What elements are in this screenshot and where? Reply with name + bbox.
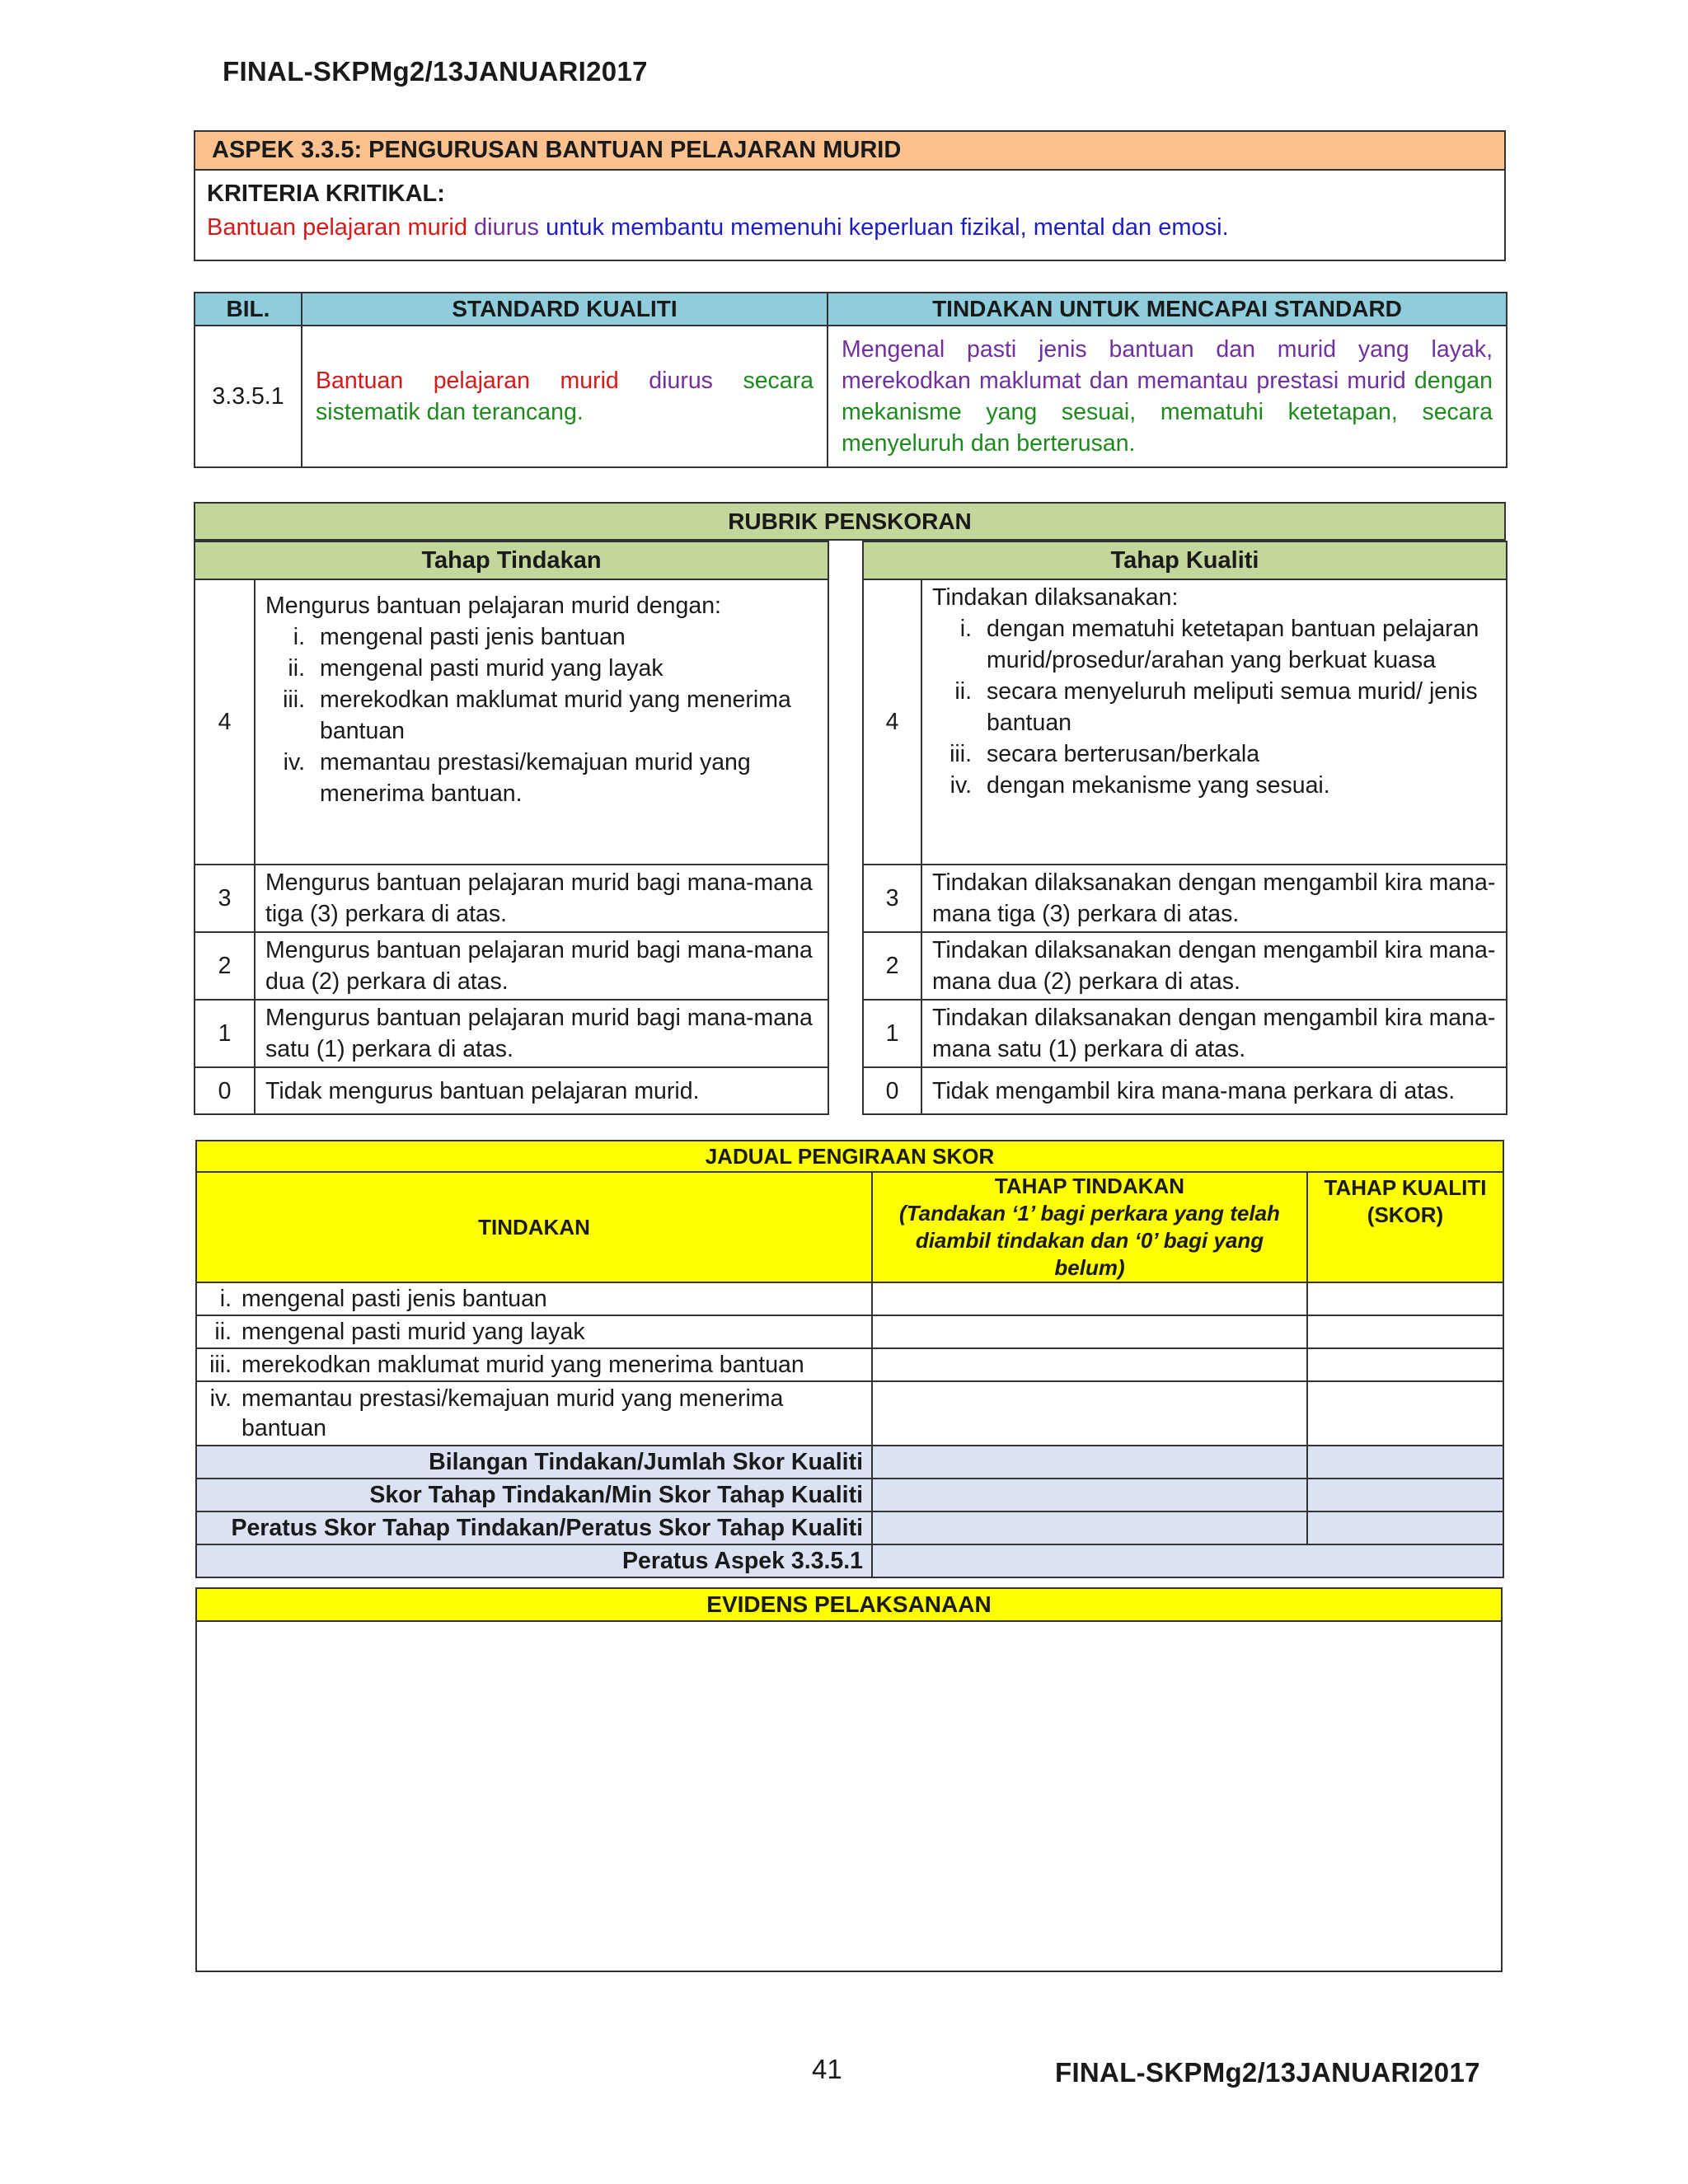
tindakan-standard-cell bbox=[828, 326, 1507, 467]
list-item bbox=[932, 770, 1496, 801]
summary-jumlah-skor-kualiti-value[interactable] bbox=[1307, 1446, 1503, 1479]
col-tahap-kualiti: TAHAP KUALITI (SKOR) bbox=[1307, 1172, 1503, 1282]
list-item bbox=[932, 738, 1496, 770]
kualiti-score-2-description: Tindakan dilaksanakan dengan mengambil kira mana-mana dua (2) perkara di atas. bbox=[921, 932, 1507, 1000]
item-numeral: iii. bbox=[209, 1352, 232, 1378]
tindakan-4-list bbox=[265, 621, 818, 809]
rubrik-tahap-kualiti-table bbox=[862, 541, 1507, 1115]
col-tahap-tindakan bbox=[872, 1172, 1307, 1282]
evidens-title: EVIDENS PELAKSANAAN bbox=[196, 1588, 1502, 1621]
jadual-item-4 bbox=[196, 1381, 872, 1446]
col-standard-kualiti: STANDARD KUALITI bbox=[302, 293, 828, 326]
list-numeral: iv. bbox=[283, 749, 305, 776]
list-item bbox=[932, 676, 1496, 738]
col-tahap-tindakan-note: (Tandakan ‘1’ bagi perkara yang telah diambil tindakan dan ‘0’ bagi yang belum) bbox=[899, 1201, 1280, 1280]
kualiti-4-intro: Tindakan dilaksanakan: bbox=[932, 584, 1179, 611]
standard-kualiti-cell bbox=[302, 326, 828, 467]
page-number: 41 bbox=[812, 2054, 842, 2084]
tahap-kualiti-input-3[interactable] bbox=[1307, 1348, 1503, 1381]
tahap-tindakan-input-3[interactable] bbox=[872, 1348, 1307, 1381]
list-text: dengan mematuhi ketetapan bantuan pelajaran murid/prosedur/arahan yang berkuat kuasa bbox=[987, 616, 1479, 673]
kriteria-part-subject: Bantuan pelajaran murid bbox=[207, 214, 467, 241]
summary-skor-tahap-tindakan-value[interactable] bbox=[872, 1479, 1307, 1511]
jadual-pengiraan-skor bbox=[195, 1140, 1504, 1578]
list-item bbox=[932, 613, 1496, 676]
score-0-right: 0 bbox=[863, 1067, 921, 1114]
jadual-item-3 bbox=[196, 1348, 872, 1381]
list-numeral: iii. bbox=[950, 741, 972, 767]
item-numeral: i. bbox=[219, 1286, 232, 1312]
col-tindakan-standard: TINDAKAN UNTUK MENCAPAI STANDARD bbox=[828, 293, 1507, 326]
tindakan-score-3-description: Mengurus bantuan pelajaran murid bagi mana-mana tiga (3) perkara di atas. bbox=[255, 865, 828, 932]
summary-peratus-aspek: Peratus Aspek 3.3.5.1 bbox=[196, 1544, 872, 1577]
item-text: mengenal pasti murid yang layak bbox=[241, 1319, 585, 1345]
list-text: secara berterusan/berkala bbox=[987, 741, 1260, 767]
item-text: memantau prestasi/kemajuan murid yang menerima bantuan bbox=[241, 1385, 784, 1441]
footer-doc-id: FINAL-SKPMg2/13JANUARI2017 bbox=[1055, 2057, 1480, 2088]
list-numeral: ii. bbox=[288, 655, 305, 682]
col-tindakan: TINDAKAN bbox=[196, 1172, 872, 1282]
list-numeral: i. bbox=[293, 624, 305, 650]
rubrik-left-header: Tahap Tindakan bbox=[195, 541, 828, 579]
score-2-left: 2 bbox=[195, 932, 255, 1000]
bil-cell: 3.3.5.1 bbox=[195, 326, 302, 467]
rubrik-tahap-tindakan-table bbox=[194, 541, 829, 1115]
jadual-title: JADUAL PENGIRAAN SKOR bbox=[196, 1141, 1503, 1172]
list-item bbox=[265, 684, 818, 747]
kriteria-text bbox=[207, 214, 1493, 241]
tindakan-score-1-description: Mengurus bantuan pelajaran murid bagi mana-mana satu (1) perkara di atas. bbox=[255, 1000, 828, 1067]
aspek-title: ASPEK 3.3.5: PENGURUSAN BANTUAN PELAJARAN MURID bbox=[195, 131, 1505, 170]
jadual-item-2 bbox=[196, 1315, 872, 1348]
kualiti-score-3-description: Tindakan dilaksanakan dengan mengambil kira mana-mana tiga (3) perkara di atas. bbox=[921, 865, 1507, 932]
tahap-kualiti-input-4[interactable] bbox=[1307, 1381, 1503, 1446]
standard-part-manner: secara sistematik dan terancang. bbox=[316, 368, 814, 425]
summary-peratus-aspek-value[interactable] bbox=[872, 1544, 1503, 1577]
tindakan-score-4-description bbox=[255, 579, 828, 865]
standard-table bbox=[194, 292, 1507, 468]
list-text: memantau prestasi/kemajuan murid yang menerima bantuan. bbox=[320, 749, 751, 807]
evidens-box bbox=[195, 1587, 1503, 1972]
kriteria-part-verb: diurus bbox=[474, 214, 540, 241]
tahap-tindakan-input-2[interactable] bbox=[872, 1315, 1307, 1348]
evidens-input-area[interactable] bbox=[196, 1621, 1502, 1971]
summary-bilangan-tindakan: Bilangan Tindakan/Jumlah Skor Kualiti bbox=[196, 1446, 872, 1479]
summary-bilangan-tindakan-value[interactable] bbox=[872, 1446, 1307, 1479]
rubrik-title: RUBRIK PENSKORAN bbox=[194, 502, 1506, 541]
summary-skor-tahap: Skor Tahap Tindakan/Min Skor Tahap Kualiti bbox=[196, 1479, 872, 1511]
list-text: merekodkan maklumat murid yang menerima bantuan bbox=[320, 687, 791, 744]
list-item bbox=[265, 653, 818, 684]
item-text: mengenal pasti jenis bantuan bbox=[241, 1286, 547, 1312]
list-text: dengan mekanisme yang sesuai. bbox=[987, 772, 1330, 799]
summary-peratus-skor: Peratus Skor Tahap Tindakan/Peratus Skor Tahap Kualiti bbox=[196, 1511, 872, 1544]
tindakan-4-intro: Mengurus bantuan pelajaran murid dengan: bbox=[265, 593, 721, 619]
list-item bbox=[265, 621, 818, 653]
list-numeral: iv. bbox=[950, 772, 972, 799]
list-text: secara menyeluruh meliputi semua murid/ jenis bantuan bbox=[987, 678, 1478, 736]
tindakan-part-manner: dengan mekanisme yang sesuai, mematuhi ketetapan, secara menyeluruh dan berterusan. bbox=[842, 368, 1493, 457]
kualiti-score-1-description: Tindakan dilaksanakan dengan mengambil kira mana-mana satu (1) perkara di atas. bbox=[921, 1000, 1507, 1067]
rubrik-right-header: Tahap Kualiti bbox=[863, 541, 1507, 579]
jadual-item-1 bbox=[196, 1282, 872, 1315]
score-0-left: 0 bbox=[195, 1067, 255, 1114]
tahap-tindakan-input-1[interactable] bbox=[872, 1282, 1307, 1315]
kriteria-kritikal bbox=[195, 170, 1505, 260]
item-numeral: iv. bbox=[209, 1385, 232, 1412]
list-text: mengenal pasti jenis bantuan bbox=[320, 624, 626, 650]
score-4-left: 4 bbox=[195, 579, 255, 865]
list-numeral: ii. bbox=[954, 678, 972, 705]
kualiti-score-4-description bbox=[921, 579, 1507, 865]
col-tahap-tindakan-label: TAHAP TINDAKAN bbox=[994, 1174, 1185, 1198]
kualiti-score-0-description: Tidak mengambil kira mana-mana perkara di atas. bbox=[921, 1067, 1507, 1114]
tahap-kualiti-input-1[interactable] bbox=[1307, 1282, 1503, 1315]
item-text: merekodkan maklumat murid yang menerima bantuan bbox=[241, 1352, 804, 1378]
aspek-box bbox=[194, 130, 1506, 261]
summary-min-skor-kualiti-value[interactable] bbox=[1307, 1479, 1503, 1511]
tindakan-part-action: Mengenal pasti jenis bantuan dan murid yang layak, merekodkan maklumat dan memantau prestasi murid bbox=[842, 336, 1493, 394]
kriteria-part-purpose: untuk membantu memenuhi keperluan fizikal, mental dan emosi. bbox=[546, 214, 1229, 241]
list-numeral: iii. bbox=[283, 687, 305, 713]
col-bil: BIL. bbox=[195, 293, 302, 326]
tindakan-score-2-description: Mengurus bantuan pelajaran murid bagi mana-mana dua (2) perkara di atas. bbox=[255, 932, 828, 1000]
score-3-left: 3 bbox=[195, 865, 255, 932]
item-numeral: ii. bbox=[214, 1319, 232, 1345]
list-item bbox=[265, 747, 818, 809]
document-header-id: FINAL-SKPMg2/13JANUARI2017 bbox=[223, 56, 648, 87]
list-numeral: i. bbox=[959, 616, 972, 642]
kualiti-4-list bbox=[932, 613, 1496, 801]
score-3-right: 3 bbox=[863, 865, 921, 932]
score-1-right: 1 bbox=[863, 1000, 921, 1067]
summary-peratus-tindakan-value[interactable] bbox=[872, 1511, 1307, 1544]
summary-peratus-kualiti-value[interactable] bbox=[1307, 1511, 1503, 1544]
score-2-right: 2 bbox=[863, 932, 921, 1000]
kriteria-label: KRITERIA KRITIKAL: bbox=[207, 180, 445, 207]
tahap-kualiti-input-2[interactable] bbox=[1307, 1315, 1503, 1348]
score-4-right: 4 bbox=[863, 579, 921, 865]
tindakan-score-0-description: Tidak mengurus bantuan pelajaran murid. bbox=[255, 1067, 828, 1114]
standard-part-verb: diurus bbox=[649, 368, 713, 394]
tahap-tindakan-input-4[interactable] bbox=[872, 1381, 1307, 1446]
standard-part-subject: Bantuan pelajaran murid bbox=[316, 368, 619, 394]
score-1-left: 1 bbox=[195, 1000, 255, 1067]
list-text: mengenal pasti murid yang layak bbox=[320, 655, 663, 682]
